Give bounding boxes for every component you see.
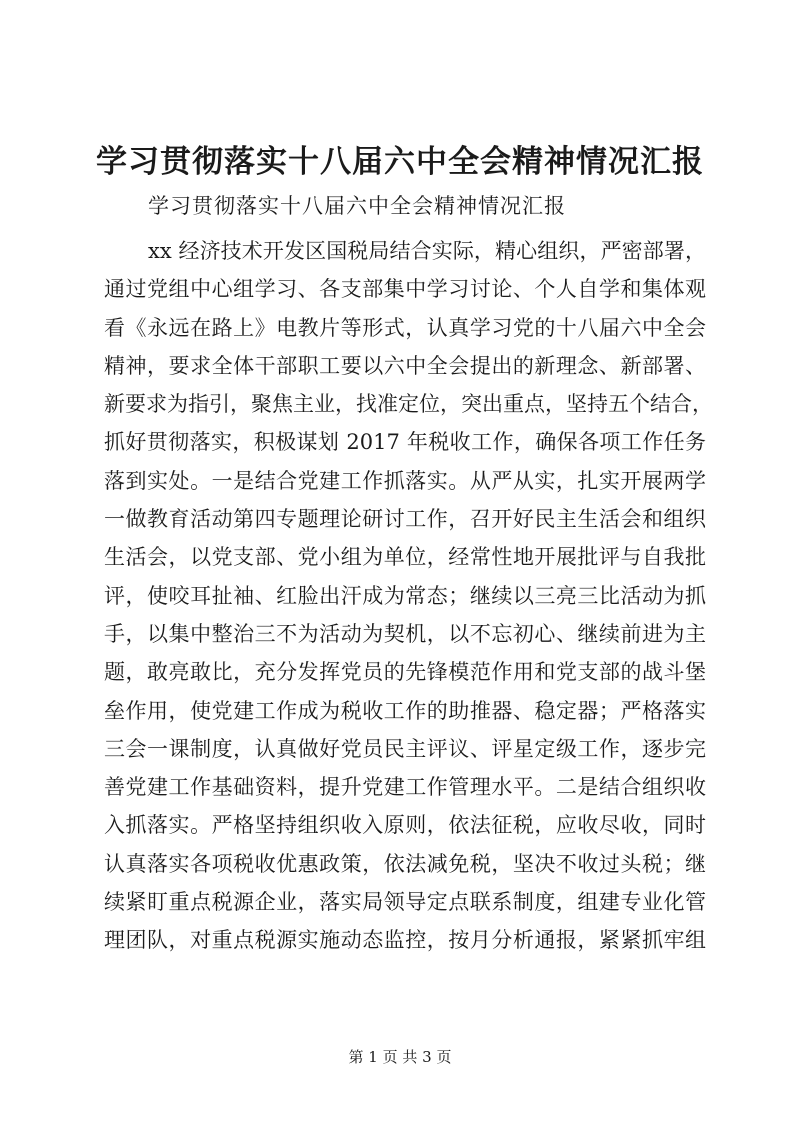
body-line: 垒作用，使党建工作成为税收工作的助推器、稳定器；严格落实 (104, 698, 706, 723)
body-line: 看《永远在路上》电教片等形式，认真学习党的十八届六中全会 (104, 315, 706, 340)
page-footer: 第 1 页 共 3 页 (348, 1048, 452, 1066)
body-line: 手，以集中整治三不为活动为契机，以不忘初心、继续前进为主 (104, 621, 706, 646)
document-subtitle: 学习贯彻落实十八届六中全会精神情况汇报 (148, 194, 566, 218)
document-title: 学习贯彻落实十八届六中全会精神情况汇报 (96, 144, 704, 180)
body-line: 续紧盯重点税源企业，落实局领导定点联系制度，组建专业化管 (104, 890, 706, 915)
document-body (104, 232, 713, 960)
body-line: 理团队，对重点税源实施动态监控，按月分析通报，紧紧抓牢组 (104, 928, 706, 953)
body-line: 生活会，以党支部、党小组为单位，经常性地开展批评与自我批 (104, 545, 706, 570)
body-line: 一做教育活动第四专题理论研讨工作，召开好民主生活会和组织 (104, 507, 706, 532)
body-line: xx 经济技术开发区国税局结合实际，精心组织，严密部署， (148, 239, 706, 263)
body-line: 通过党组中心组学习、各支部集中学习讨论、个人自学和集体观 (104, 277, 706, 302)
body-line: 入抓落实。严格坚持组织收入原则，依法征税，应收尽收，同时 (104, 813, 706, 838)
body-line: 三会一课制度，认真做好党员民主评议、评星定级工作，逐步完 (104, 736, 706, 761)
body-line: 新要求为指引，聚焦主业，找准定位，突出重点，坚持五个结合， (104, 392, 713, 417)
body-line: 抓好贯彻落实，积极谋划 2017 年税收工作，确保各项工作任务 (104, 430, 706, 455)
body-line: 评，使咬耳扯袖、红脸出汗成为常态；继续以三亮三比活动为抓 (104, 583, 706, 608)
body-line: 精神，要求全体干部职工要以六中全会提出的新理念、新部署、 (104, 353, 706, 378)
body-line: 落到实处。一是结合党建工作抓落实。从严从实，扎实开展两学 (104, 468, 706, 493)
body-line: 善党建工作基础资料，提升党建工作管理水平。二是结合组织收 (104, 775, 706, 800)
body-line: 认真落实各项税收优惠政策，依法减免税，坚决不收过头税；继 (104, 851, 706, 876)
body-line: 题，敢亮敢比，充分发挥党员的先锋模范作用和党支部的战斗堡 (104, 660, 706, 685)
